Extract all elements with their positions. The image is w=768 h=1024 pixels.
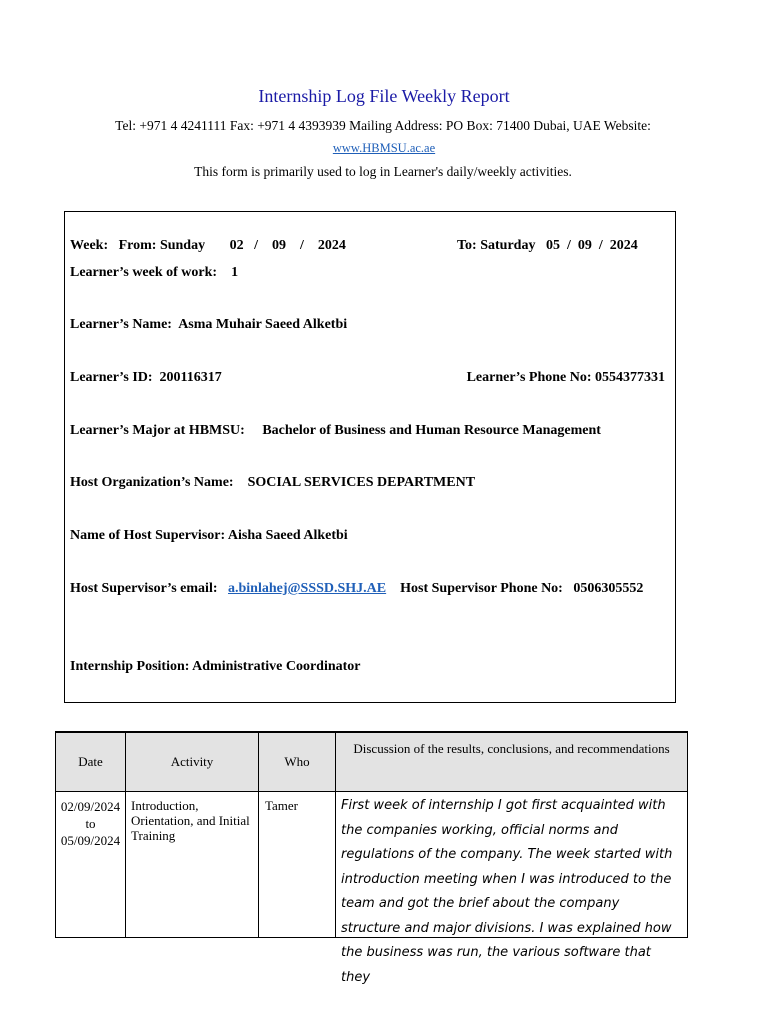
supervisor-phone: Host Supervisor Phone No: 0506305552 bbox=[386, 581, 644, 596]
activity-log-table bbox=[55, 731, 688, 985]
date-to-word: to bbox=[85, 816, 96, 831]
week-from: Week: From: Sunday 02 / 09 / 2024 bbox=[70, 238, 346, 253]
learner-phone: Learner’s Phone No: 0554377331 bbox=[466, 370, 665, 385]
learner-info-box bbox=[64, 211, 676, 703]
header-who: Who bbox=[259, 732, 336, 792]
learner-id: Learner’s ID: 200116317 bbox=[70, 370, 222, 385]
host-supervisor-name: Name of Host Supervisor: Aisha Saeed Alketbi bbox=[70, 528, 348, 543]
learner-major: Learner’s Major at HBMSU: Bachelor of Business and Human Resource Management bbox=[70, 423, 601, 438]
week-to: To: Saturday 05 / 09 / 2024 bbox=[457, 238, 638, 253]
header-discussion: Discussion of the results, conclusions, and recommendations bbox=[336, 732, 688, 792]
form-note: This form is primarily used to log in Learner's daily/weekly activities. bbox=[194, 164, 572, 179]
supervisor-email-row bbox=[70, 581, 643, 597]
discussion-cell bbox=[336, 792, 688, 985]
activity-cell: Introduction, Orientation, and Initial Training bbox=[126, 792, 259, 938]
contact-line: Tel: +971 4 4241111 Fax: +971 4 4393939 Mailing Address: PO Box: 71400 Dubai, UAE Website: bbox=[115, 118, 651, 133]
header-activity: Activity bbox=[126, 732, 259, 792]
table-row bbox=[56, 792, 688, 938]
internship-position: Internship Position: Administrative Coordinator bbox=[70, 659, 361, 674]
date-cell bbox=[56, 792, 126, 938]
date-to: 05/09/2024 bbox=[60, 833, 121, 848]
supervisor-email-label: Host Supervisor’s email: bbox=[70, 581, 228, 596]
header-date: Date bbox=[56, 732, 126, 792]
table-header-row bbox=[56, 732, 688, 792]
learner-name: Learner’s Name: Asma Muhair Saeed Alketbi bbox=[70, 317, 348, 332]
host-organization: Host Organization’s Name: SOCIAL SERVICES DEPARTMENT bbox=[70, 475, 476, 490]
report-title: Internship Log File Weekly Report bbox=[258, 86, 510, 106]
date-from: 02/09/2024 bbox=[60, 799, 121, 814]
supervisor-email-link[interactable]: a.binlahej@SSSD.SHJ.AE bbox=[228, 581, 387, 596]
who-cell: Tamer bbox=[259, 792, 336, 938]
website-link[interactable]: www.HBMSU.ac.ae bbox=[332, 141, 436, 155]
learner-week-of-work: Learner’s week of work: 1 bbox=[70, 265, 239, 280]
discussion-text: First week of internship I got first acquainted with the companies working, official norms and regulations of the company. The week started with introduction meeting when I was introduced to the team and got the brief about the company structure and major divisions. I was explained how the business was run, the various software that they bbox=[341, 798, 673, 985]
